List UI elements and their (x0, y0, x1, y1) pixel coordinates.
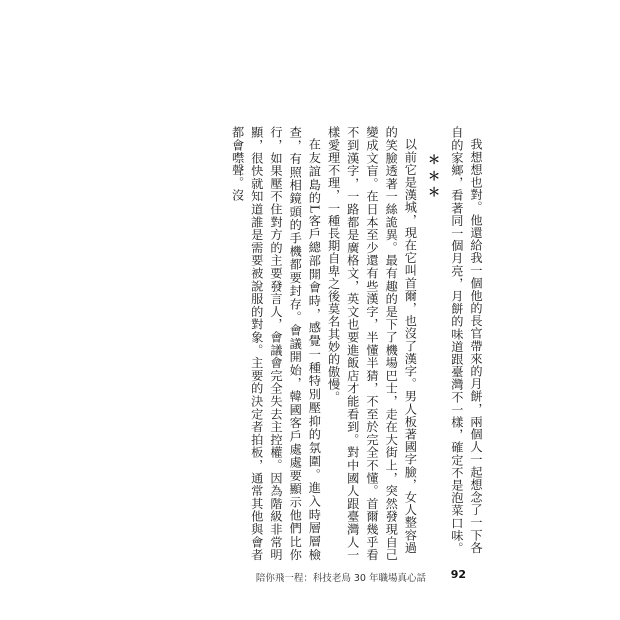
running-title: 陪你飛一程：科技老鳥 30 年職場真心話 (255, 573, 426, 584)
paragraph-continuation: 自的家鄉，看著同一個月亮，月餅的味道跟臺灣不一樣，確定不是泡菜口味。 (449, 126, 464, 555)
paragraph-continuation: 的笑臉透著一絲詭異。最有趣的是下了機場巴士，走在大街上，突然發現自己變成文盲。在日本至少還有些漢字，半懂半猜，不至於完全不懂。首爾幾乎看不到漢字，一路都是廣格文，英文也要進飯店才能看到。對中國人跟臺灣人一樣愛理不理，一種長期自卑之後莫名其妙的傲慢。 (326, 126, 399, 561)
page-number: 92 (450, 568, 466, 581)
paragraph: 在友誼島的L客戶總部開會時，感覺一種特別壓抑的氛圍。進入時層層檢查，有照相鏡頭的手機都要封存。會議開始，韓國客戶處處要顯示他們比你行，如果壓不住對方的主要發言人，會議會完全失去主控權。因為階級非常明顯，很快就知道誰是需要被說服的對象。主要的決定者拍板，通常其他與會者都會噤聲。沒 (230, 126, 322, 561)
body-text (227, 126, 485, 561)
paragraph: 以前它是漢城，現在它叫首爾，也沒了漢字。男人板著國字臉，女人整容過 (403, 138, 418, 554)
paragraph: 我想想也對。他還給我一個他的長官帶來的月餅，兩個人一起想念了一下各 (469, 138, 483, 554)
section-break-stars: ＊＊＊ (426, 152, 441, 202)
page-footer (0, 568, 470, 584)
